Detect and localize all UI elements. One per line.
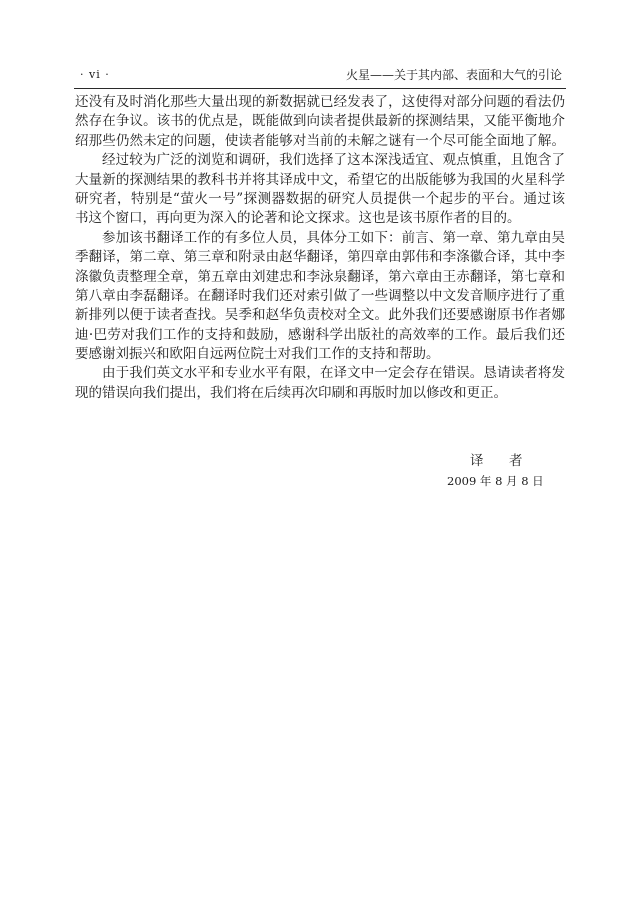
text-line: 现的错误向我们提出，我们将在后续再次印刷和再版时加以修改和更正。 xyxy=(75,384,507,401)
text-line: 绍那些仍然未定的问题，使读者能够对当前的未解之谜有一个尽可能全面地了解。 xyxy=(75,132,565,149)
signature-date: 2009 年 8 月 8 日 xyxy=(447,474,544,488)
paragraph-continued xyxy=(75,93,565,151)
text-line: 参加该书翻译工作的有多位人员，具体分工如下：前言、第一章、第九章由吴 xyxy=(102,229,565,246)
text-line: 新排列以便于读者查找。吴季和赵华负责校对全文。此外我们还要感谢原书作者娜 xyxy=(75,307,565,324)
running-header xyxy=(76,66,564,84)
text-line: 还没有及时消化那些大量出现的新数据就已经发表了，这使得对部分问题的看法仍 xyxy=(75,94,565,110)
text-line: 迪·巴劳对我们工作的支持和鼓励，感谢科学出版社的高效率的工作。最后我们还 xyxy=(75,326,565,343)
preface-body xyxy=(75,93,565,403)
text-line: 经过较为广泛的浏览和调研，我们选择了这本深浅适宜、观点慎重，且饱含了 xyxy=(102,152,565,169)
text-line: 书这个窗口，再向更为深入的论著和论文探求。这也是该书原作者的目的。 xyxy=(75,210,521,227)
text-line: 要感谢刘振兴和欧阳自远两位院士对我们工作的支持和帮助。 xyxy=(75,346,440,363)
running-title: 火星——关于其内部、表面和大气的引论 xyxy=(345,68,562,82)
paragraph-errata-request xyxy=(75,364,565,403)
text-line: 第八章由李磊翻译。在翻译时我们还对索引做了一些调整以中文发音顺序进行了重 xyxy=(75,287,565,304)
page-number: · vi · xyxy=(80,68,110,81)
text-line: 然存在争议。该书的优点是，既能做到向读者提供最新的探测结果，又能平衡地介 xyxy=(75,113,565,130)
signature-author: 译 者 xyxy=(470,453,529,469)
paragraph-translators xyxy=(75,229,565,365)
text-line: 由于我们英文水平和专业水平有限，在译文中一定会存在错误。恳请读者将发 xyxy=(102,365,565,382)
text-line: 大量新的探测结果的教科书并将其译成中文，希望它的出版能够为我国的火星科学 xyxy=(75,171,565,188)
paragraph-selection xyxy=(75,151,565,229)
text-line: 研究者，特别是“萤火一号”探测器数据的研究人员提供一个起步的平台。通过该 xyxy=(75,190,565,207)
header-rule xyxy=(74,88,566,89)
text-line: 季翻译，第二章、第三章和附录由赵华翻译，第四章由郭伟和李涤徽合译，其中李 xyxy=(75,249,565,266)
text-line: 涤徽负责整理全章，第五章由刘建忠和李泳泉翻译，第六章由王赤翻译，第七章和 xyxy=(75,268,565,285)
